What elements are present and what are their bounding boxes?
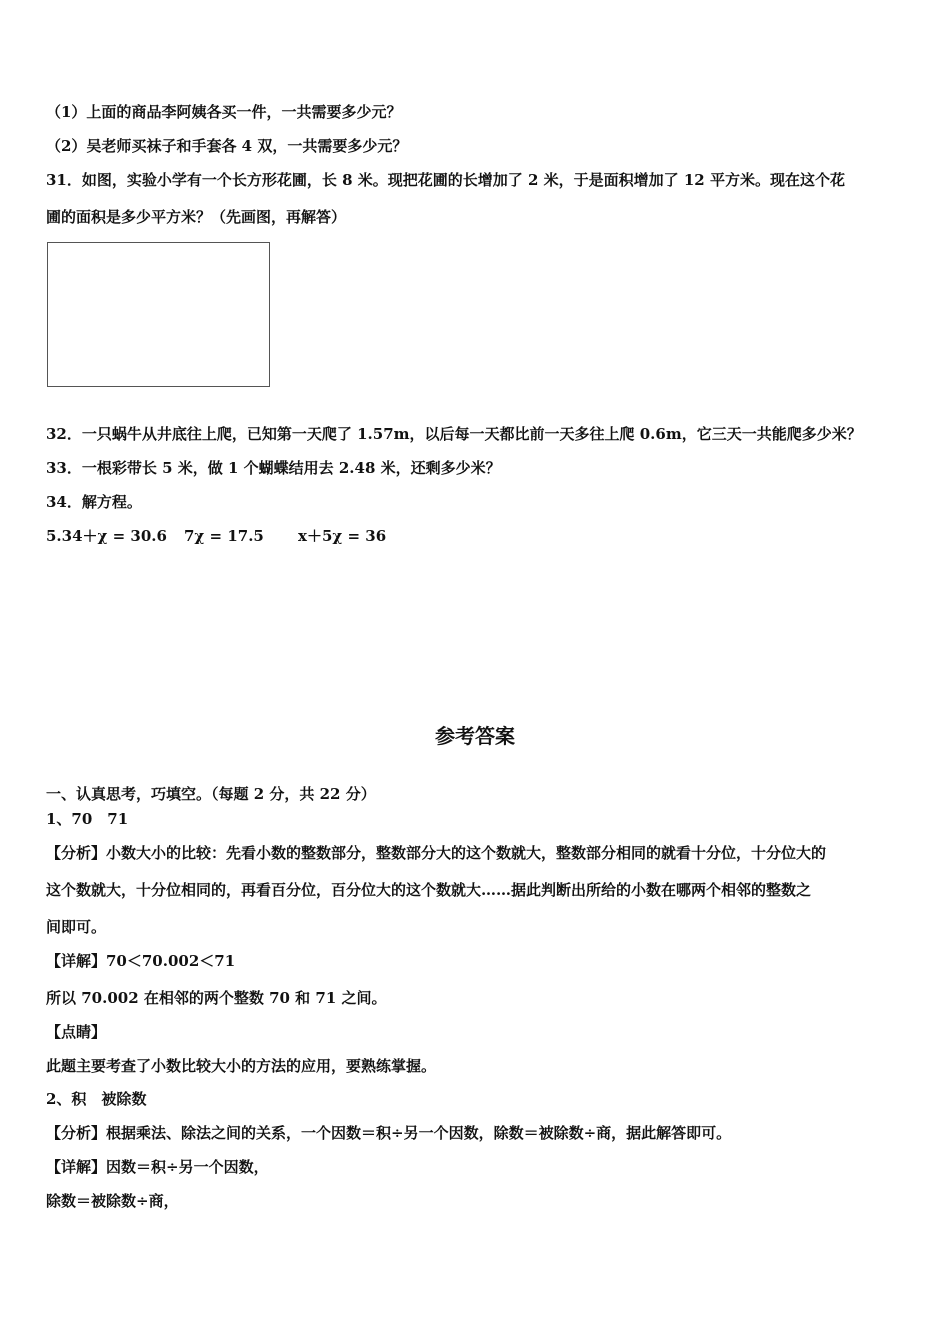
answer-1-analysis-line-3: 间即可。 [46,918,107,936]
answer-2: 2、积 被除数 [46,1090,147,1108]
question-30-part-2: （2）吴老师买袜子和手套各 4 双，一共需要多少元？ [46,137,408,155]
equation-1: 5.34＋χ = 30.6 [46,527,167,545]
equation-2: 7χ = 17.5 [184,527,264,545]
question-30-part-1: （1）上面的商品李阿姨各买一件，一共需要多少元？ [46,103,402,121]
question-32: 32．一只蜗牛从井底往上爬，已知第一天爬了 1.57m，以后每一天都比前一天多往上爬 0.6m，它三天一共能爬多少米？ [46,425,862,443]
question-34: 34．解方程。 [46,493,142,511]
drawing-box [47,242,270,387]
answer-1-analysis-line-2: 这个数就大，十分位相同的，再看百分位，百分位大的这个数就大……据此判断出所给的小数在哪两个相邻的整数之 [46,881,812,899]
answers-section-1: 一、认真思考，巧填空。（每题 2 分，共 22 分） [46,785,376,803]
answer-1-point-text: 此题主要考查了小数比较大小的方法的应用，要熟练掌握。 [46,1057,437,1075]
answers-title: 参考答案 [435,724,515,748]
answer-2-analysis: 【分析】根据乘法、除法之间的关系，一个因数＝积÷另一个因数，除数＝被除数÷商，据此解答即可。 [46,1124,732,1142]
answer-1-detail-2: 所以 70.002 在相邻的两个整数 70 和 71 之间。 [46,989,387,1007]
question-31-line-1: 31．如图，实验小学有一个长方形花圃，长 8 米。现把花圃的长增加了 2 米，于是面积增加了 12 平方米。现在这个花 [46,171,845,189]
answer-2-detail: 【详解】因数＝积÷另一个因数， [46,1158,269,1176]
equation-3: x＋5χ = 36 [298,527,387,545]
question-31-line-2: 圃的面积是多少平方米？（先画图，再解答） [46,208,347,226]
answer-1: 1、70 71 [46,810,129,828]
answer-1-analysis-line-1: 【分析】小数大小的比较：先看小数的整数部分，整数部分大的这个数就大，整数部分相同的就看十分位，十分位大的 [46,844,827,862]
question-33: 33．一根彩带长 5 米，做 1 个蝴蝶结用去 2.48 米，还剩多少米？ [46,459,501,477]
answer-1-detail: 【详解】70＜70.002＜71 [46,952,236,970]
answer-1-point-label: 【点睛】 [46,1023,107,1041]
answer-2-detail-2: 除数＝被除数÷商， [46,1192,179,1210]
